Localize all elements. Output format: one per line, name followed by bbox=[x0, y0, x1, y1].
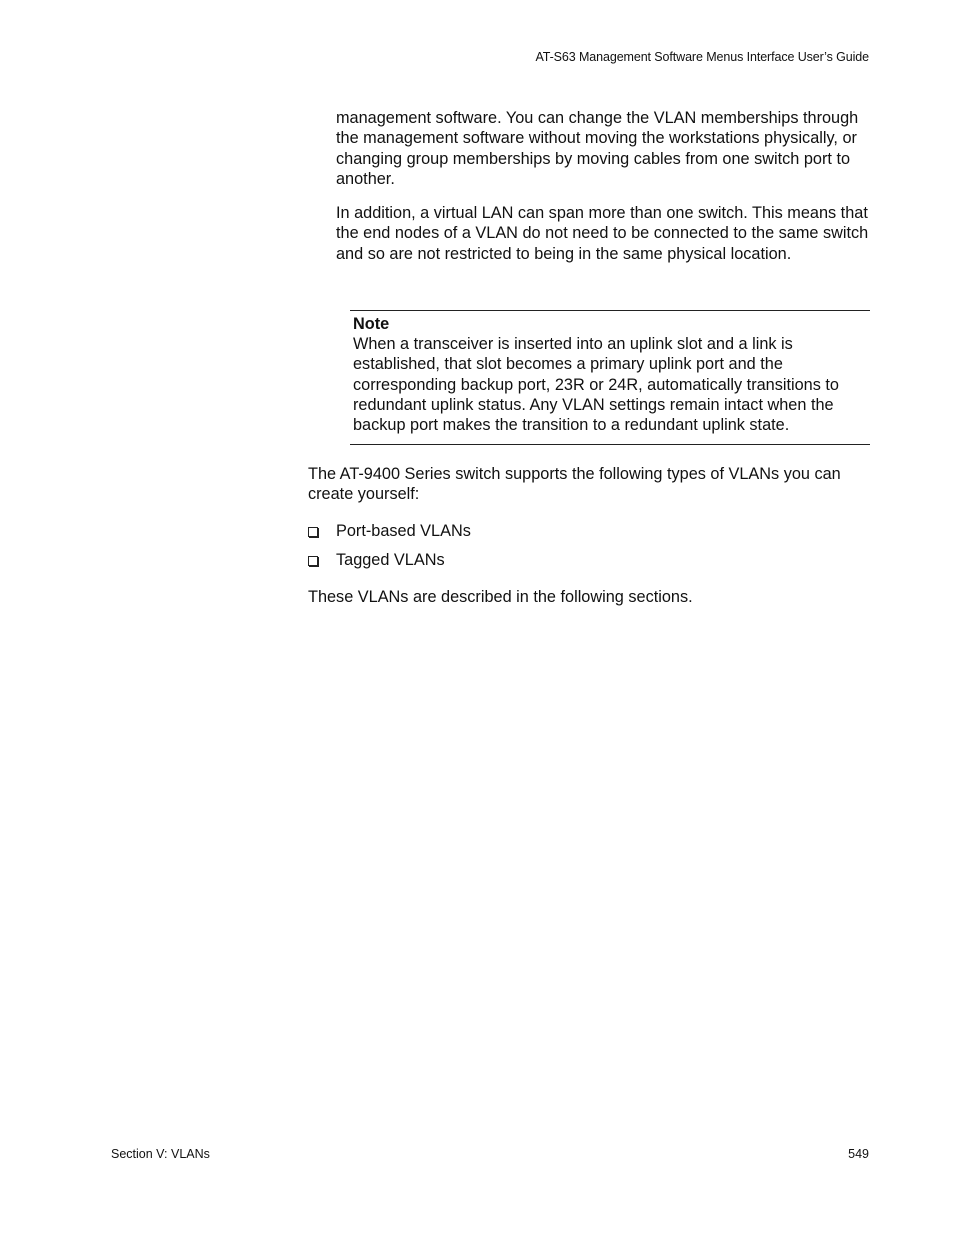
page-number: 549 bbox=[848, 1147, 869, 1161]
body-paragraph-3: The AT-9400 Series switch supports the following types of VLANs you can create yourself: bbox=[308, 465, 841, 504]
footer-section-label: Section V: VLANs bbox=[111, 1147, 210, 1161]
note-text: When a transceiver is inserted into an uplink slot and a link is established, that slot becomes a primary uplink port and the corresponding backup port, 23R or 24R, automatically transitions to redundant uplink status. Any VLAN settings remain intact when the backup port makes the transition to a redundant uplink state. bbox=[353, 335, 839, 435]
body-paragraph-1: management software. You can change the VLAN memberships through the management software without moving the workstations physically, or changing group memberships by moving cables from one switch port to another. bbox=[336, 109, 859, 188]
note-title: Note bbox=[353, 315, 390, 333]
running-header: AT-S63 Management Software Menus Interface User’s Guide bbox=[535, 50, 869, 64]
list-item-label: Tagged VLANs bbox=[336, 551, 445, 569]
checkbox-bullet-icon bbox=[308, 527, 318, 537]
body-paragraph-4: These VLANs are described in the following sections. bbox=[308, 588, 693, 606]
body-paragraph-2: In addition, a virtual LAN can span more than one switch. This means that the end nodes of a VLAN do not need to be connected to the same switch and so are not restricted to being in the same physical location. bbox=[336, 204, 869, 263]
note-box bbox=[350, 310, 870, 445]
checkbox-bullet-icon bbox=[308, 556, 318, 566]
list-item-label: Port-based VLANs bbox=[336, 522, 471, 540]
